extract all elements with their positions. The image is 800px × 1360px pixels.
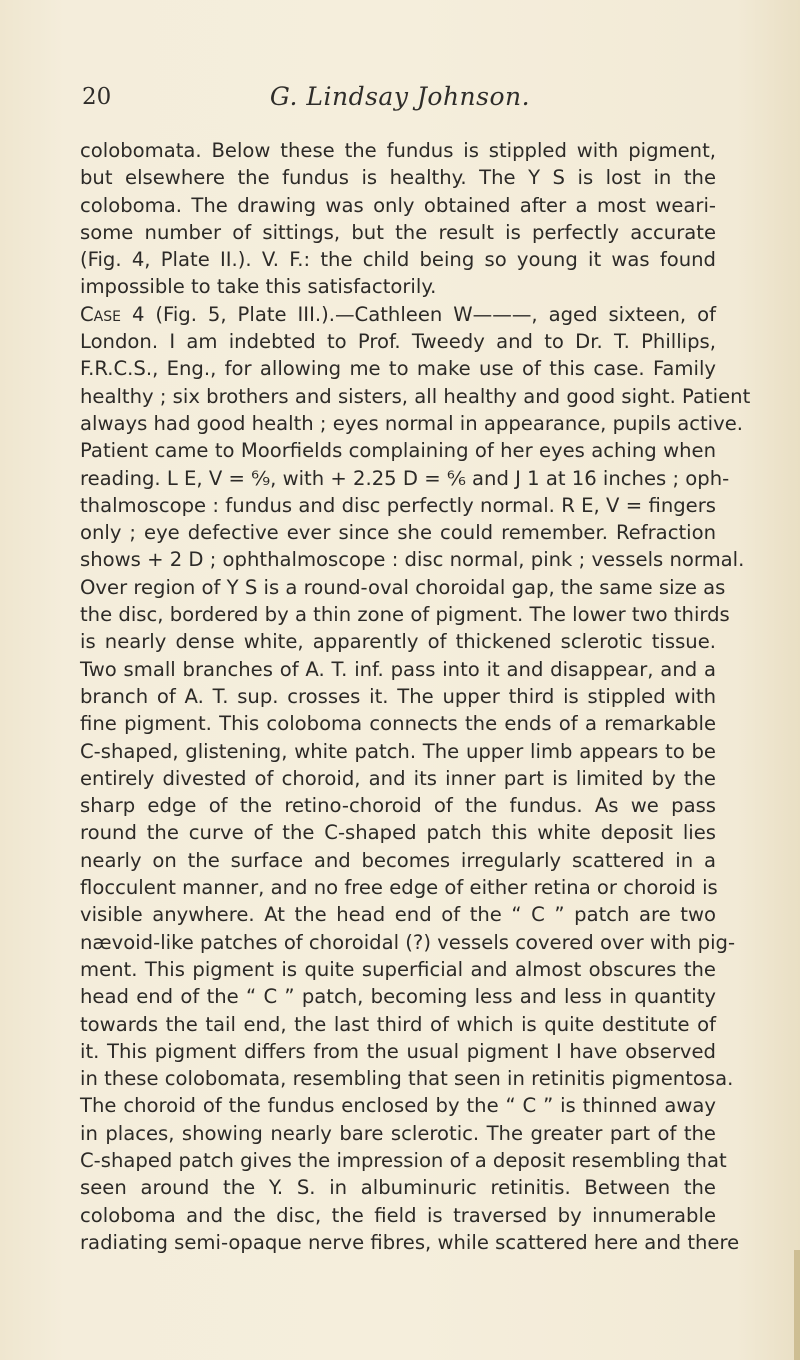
text-line: head end of the “ C ” patch, becoming less and less in quantity: [80, 985, 716, 1009]
text-line: entirely divested of choroid, and its inner part is limited by the: [80, 766, 716, 790]
text-line: nearly on the surface and becomes irregularly scattered in a: [80, 848, 716, 872]
text-line: C-shaped, glistening, white patch. The upper limb appears to be: [80, 739, 716, 763]
text-line: radiating semi-opaque nerve fibres, while scattered here and there: [80, 1230, 740, 1254]
text-line: thalmoscope : fundus and disc perfectly normal. R E, V = fingers: [80, 493, 716, 517]
text-line: the disc, bordered by a thin zone of pigment. The lower two thirds: [80, 603, 730, 627]
text-line: it. This pigment differs from the usual pigment I have observed: [80, 1039, 716, 1063]
text-line: fine pigment. This coloboma connects the ends of a remarkable: [80, 712, 716, 736]
text-line: Over region of Y S is a round-oval choroidal gap, the same size as: [80, 575, 726, 599]
page-number: 20: [82, 84, 112, 110]
text-line: London. I am indebted to Prof. Tweedy and to Dr. T. Phillips,: [80, 330, 716, 354]
text-line: only ; eye defective ever since she could remember. Refraction: [80, 521, 716, 545]
text-line: towards the tail end, the last third of which is quite destitute of: [80, 1012, 716, 1036]
text-line: branch of A. T. sup. crosses it. The upper third is stippled with: [80, 684, 716, 708]
text-line: coloboma. The drawing was only obtained after a most weari-: [80, 193, 716, 217]
text-line: colobomata. Below these the fundus is stippled with pigment,: [80, 139, 716, 162]
text-line: Two small branches of A. T. inf. pass into it and disappear, and a: [80, 657, 716, 681]
text-line: F.R.C.S., Eng., for allowing me to make use of this case. Family: [80, 357, 716, 381]
text-line: some number of sittings, but the result is perfectly accurate: [80, 220, 716, 244]
text-line: but elsewhere the fundus is healthy. The Y S is lost in the: [80, 166, 716, 190]
text-line: round the curve of the C-shaped patch this white deposit lies: [80, 821, 716, 845]
text-line: in places, showing nearly bare sclerotic. The greater part of the: [80, 1121, 716, 1145]
text-line: Patient came to Moorfields complaining of her eyes aching when: [80, 439, 716, 463]
text-line: in these colobomata, resembling that seen in retinitis pigmentosa.: [80, 1067, 734, 1091]
text-line: healthy ; six brothers and sisters, all healthy and good sight. Patient: [80, 384, 751, 408]
text-line: sharp edge of the retino-choroid of the fundus. As we pass: [80, 794, 716, 818]
running-title: G. Lindsay Johnson.: [269, 82, 531, 111]
text-line: impossible to take this satisfactorily.: [80, 275, 437, 299]
text-line: nævoid-like patches of choroidal (?) vessels covered over with pig-: [80, 930, 736, 954]
text-line: ment. This pigment is quite superficial and almost obscures the: [80, 957, 716, 981]
text-line: is nearly dense white, apparently of thickened sclerotic tissue.: [80, 630, 716, 654]
text-line: coloboma and the disc, the field is traversed by innumerable: [80, 1203, 716, 1227]
text-line: flocculent manner, and no free edge of either retina or choroid is: [80, 876, 718, 900]
text-line: The choroid of the fundus enclosed by the “ C ” is thinned away: [80, 1094, 716, 1118]
text-line: seen around the Y. S. in albuminuric retinitis. Between the: [80, 1176, 716, 1200]
text-line: Case 4 (Fig. 5, Plate III.).—Cathleen W———, aged sixteen, of: [80, 302, 716, 326]
text-line: C-shaped patch gives the impression of a deposit resembling that: [80, 1148, 727, 1172]
text-line: always had good health ; eyes normal in appearance, pupils active.: [80, 411, 743, 435]
text-line: visible anywhere. At the head end of the “ C ” patch are two: [80, 903, 716, 927]
text-line: reading. L E, V = ⁶⁄₉, with + 2.25 D = ⁶⁄₆ and J 1 at 16 inches ; oph-: [80, 466, 730, 490]
case-label: Case: [80, 302, 121, 326]
text-line: shows + 2 D ; ophthalmoscope : disc normal, pink ; vessels normal.: [80, 548, 745, 572]
body-text: [80, 137, 751, 1256]
page-edge-stain: [794, 1250, 800, 1360]
text-line: (Fig. 4, Plate II.). V. F.: the child being so young it was found: [80, 248, 716, 272]
running-head: [0, 80, 800, 120]
